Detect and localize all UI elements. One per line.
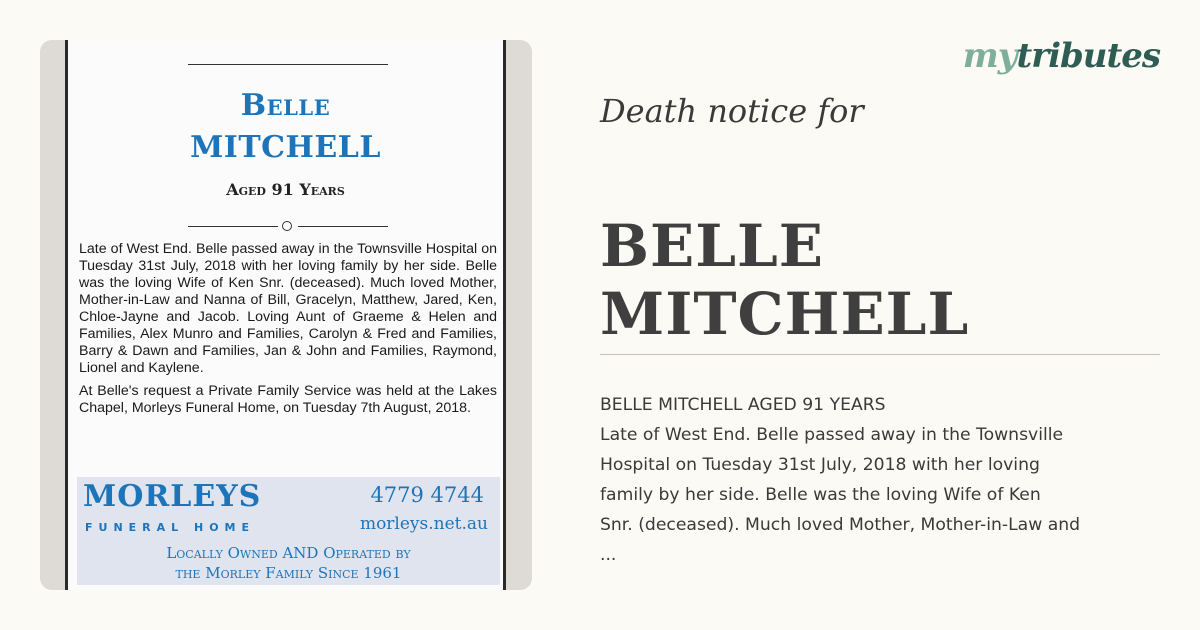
- notice-summary: [600, 390, 1170, 570]
- clipping-body: [79, 241, 497, 423]
- ornament-divider: [188, 221, 388, 233]
- clipping-paragraph: Late of West End. Belle passed away in the Townsville Hospital on Tuesday 31st July, 2018 with her loving family by her side. Belle was the loving Wife of Ken Snr. (deceased). Much loved Mother, Mother-in-Law and Nanna of Bill, Gracelyn, Matthew, Jared, Ken, Chloe-Jayne and Jacob. Loving Aunt of Graeme & Helen and Families, Alex Munro and Families, Carolyn & Fred and Families, Barry & Dawn and Families, Jan & John and Families, Raymond, Lionel and Kaylene.: [79, 241, 497, 376]
- deceased-name: BELLE MITCHELL: [600, 212, 970, 348]
- ad-tagline: Locally Owned AND Operated by: [166, 544, 411, 562]
- ad-brand: MORLEYS: [83, 479, 262, 514]
- page-subtitle: Death notice for: [600, 92, 864, 130]
- clipping-age: Aged 91 Years: [226, 180, 345, 199]
- summary-line: BELLE MITCHELL AGED 91 YEARS: [600, 395, 886, 415]
- mytributes-logo[interactable]: mytributes: [962, 36, 1160, 76]
- ad-phone: 4779 4744: [370, 483, 484, 507]
- death-notice-clipping[interactable]: [65, 40, 506, 590]
- ad-website: morleys.net.au: [359, 514, 488, 534]
- clipping-first-name: Belle: [240, 88, 331, 123]
- summary-ellipsis: ...: [600, 545, 617, 565]
- divider: [600, 354, 1160, 355]
- summary-line: Snr. (deceased). Much loved Mother, Mother-in-Law and: [600, 515, 1081, 535]
- top-rule: [188, 64, 388, 65]
- ad-tagline: the Morley Family Since 1961: [175, 564, 402, 582]
- funeral-home-ad: [77, 477, 500, 585]
- summary-line: family by her side. Belle was the loving Wife of Ken: [600, 485, 1041, 505]
- summary-line: Hospital on Tuesday 31st July, 2018 with her loving: [600, 455, 1040, 475]
- summary-line: Late of West End. Belle passed away in the Townsville: [600, 425, 1064, 445]
- ad-subbrand: FUNERAL HOME: [85, 521, 256, 534]
- clipping-paragraph: At Belle's request a Private Family Service was held at the Lakes Chapel, Morleys Funeral Home, on Tuesday 7th August, 2018.: [79, 383, 497, 416]
- clipping-last-name: MITCHELL: [190, 130, 381, 165]
